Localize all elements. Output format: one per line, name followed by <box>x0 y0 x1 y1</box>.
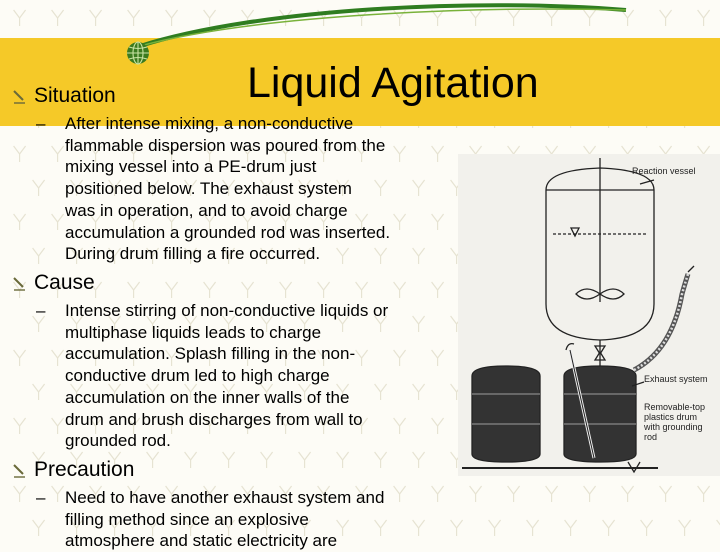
dash-marker: – <box>36 488 46 507</box>
text-line: accumulation a grounded rod was inserted. <box>65 222 391 242</box>
bullet-mark-icon <box>10 87 28 105</box>
exhaust-system-label: Exhaust system <box>644 374 708 384</box>
dash-marker: – <box>36 114 46 133</box>
drum-label-line: plastics drum <box>644 412 698 422</box>
text-line: During drum filling a fire occurred. <box>65 244 321 264</box>
text-line: was in operation, and to avoid charge <box>65 200 348 220</box>
drum-label-line: with grounding <box>644 422 703 432</box>
dash-marker: – <box>36 301 46 320</box>
drum-label-line: rod <box>644 432 658 442</box>
drum-label-line: Removable-top <box>644 402 706 412</box>
text-line: flammable dispersion was poured from the <box>65 135 386 155</box>
text-line: After intense mixing, a non-conductive <box>65 114 354 133</box>
section-heading: Precaution <box>34 458 135 481</box>
bullet-mark-icon <box>10 461 28 479</box>
text-line: mixing vessel into a PE-drum just <box>65 157 317 177</box>
text-line: positioned below. The exhaust system <box>65 179 352 199</box>
text-line: conductive drum led to high charge <box>65 366 330 386</box>
text-line: drum and brush discharges from wall to <box>65 409 363 429</box>
text-line: Intense stirring of non-conductive liquids or <box>65 301 389 320</box>
text-line: accumulation. Splash filling in the non- <box>65 344 356 364</box>
reaction-vessel-label: Reaction vessel <box>632 166 696 176</box>
decorative-swoosh <box>0 0 720 60</box>
text-line: grounded rod. <box>65 431 171 451</box>
vessel-drum-illustration <box>458 154 720 476</box>
text-line: Need to have another exhaust system and <box>65 488 385 507</box>
text-line: atmosphere and static electricity are <box>65 531 338 551</box>
slide-title: Liquid Agitation <box>247 59 539 107</box>
sub-bullet-text <box>65 113 455 265</box>
illustration-drawing <box>458 154 720 476</box>
sub-bullet-text <box>65 487 455 552</box>
section-heading: Cause <box>34 271 95 294</box>
bullet-mark-icon <box>10 274 28 292</box>
text-line: multiphase liquids leads to charge <box>65 322 322 342</box>
text-line: filling method since an explosive <box>65 509 309 529</box>
sub-bullet-text <box>65 300 455 452</box>
globe-icon <box>126 41 150 65</box>
text-line: accumulation on the inner walls of the <box>65 387 350 407</box>
section-heading: Situation <box>34 84 116 107</box>
